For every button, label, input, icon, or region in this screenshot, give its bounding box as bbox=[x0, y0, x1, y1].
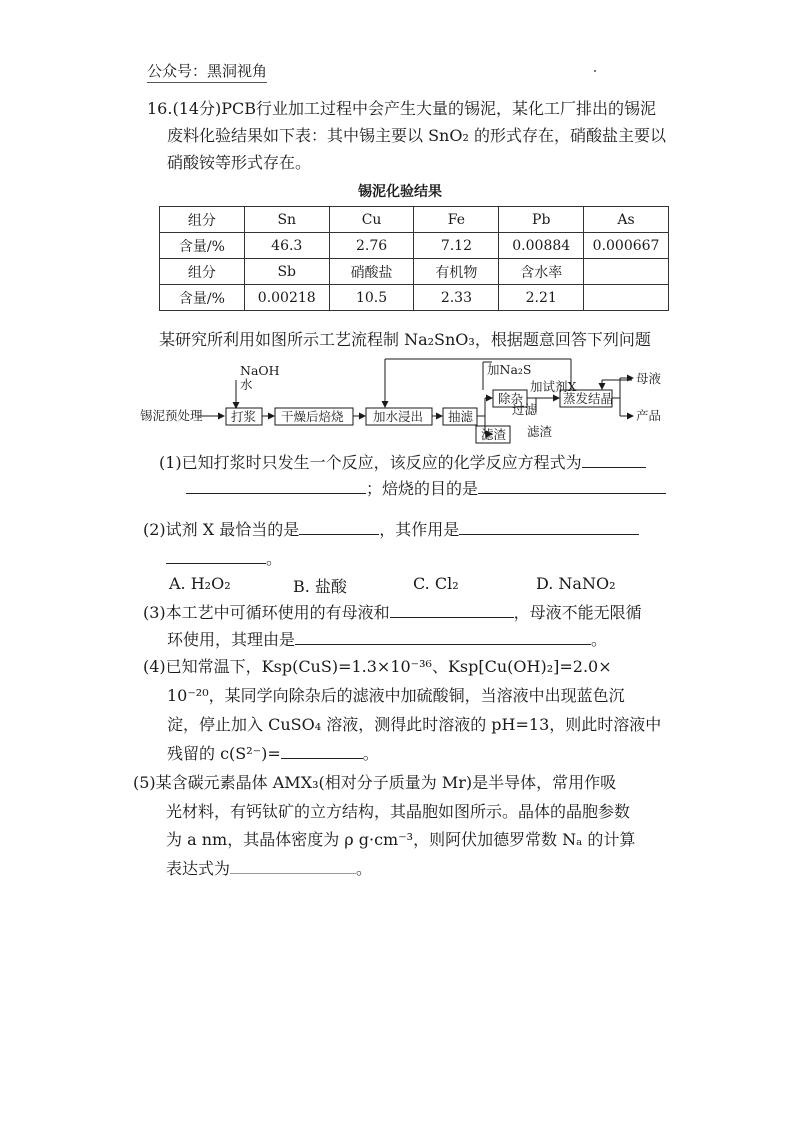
flow-step1-label: 打浆 bbox=[231, 409, 257, 424]
q4-end-text: 。 bbox=[362, 744, 379, 763]
flow-mother-label: 母液 bbox=[636, 371, 662, 386]
table-cell: 组分 bbox=[160, 259, 245, 285]
process-flow-diagram bbox=[140, 356, 680, 446]
table-cell: 0.00884 bbox=[499, 233, 584, 259]
flow-residue1-label: 滤渣 bbox=[481, 427, 507, 442]
flow-start-label: 锡泥预处理 bbox=[140, 408, 203, 423]
table-cell: As bbox=[584, 207, 669, 233]
flow-add-x-label: 加试剂X bbox=[530, 379, 577, 394]
q1-roast-text: ；焙烧的目的是 bbox=[366, 479, 479, 498]
q5-end-text: 。 bbox=[356, 859, 373, 878]
table-cell: Fe bbox=[414, 207, 499, 233]
table-cell: Cu bbox=[329, 207, 414, 233]
flow-step5-label: 除杂 bbox=[498, 391, 524, 406]
table-cell: 组分 bbox=[160, 207, 245, 233]
flow-step2-label: 干燥后焙烧 bbox=[281, 409, 344, 424]
table-cell: 0.000667 bbox=[584, 233, 669, 259]
q16-intro-line1: 16.(14分)PCB行业加工过程中会产生大量的锡泥，某化工厂排出的锡泥 bbox=[147, 99, 657, 118]
table-row bbox=[160, 259, 669, 285]
q5-line4 bbox=[166, 859, 372, 879]
flow-step4-label: 抽滤 bbox=[448, 409, 474, 424]
q5-line3: 为 a nm，其晶体密度为 ρ g·cm⁻³，则阿伏加德罗常数 Nₐ 的计算 bbox=[166, 830, 636, 849]
flow-na2s-label: 加Na₂S bbox=[487, 362, 532, 377]
q3-text-c: 环使用，其理由是 bbox=[167, 630, 296, 649]
q1-line1 bbox=[159, 453, 646, 473]
q2-blank-function-a[interactable] bbox=[459, 520, 639, 535]
q4-blank-concentration[interactable] bbox=[281, 744, 363, 759]
table-cell: 0.00218 bbox=[244, 285, 329, 311]
q1-text: (1)已知打浆时只发生一个反应，该反应的化学反应方程式为 bbox=[159, 453, 582, 472]
flow-step6-label: 蒸发结晶 bbox=[563, 391, 614, 406]
q4-line1: (4)已知常温下，Ksp(CuS)=1.3×10⁻³⁶、Ksp[Cu(OH)₂]=2.0× bbox=[143, 657, 612, 676]
table-row bbox=[160, 233, 669, 259]
table-cell: 10.5 bbox=[329, 285, 414, 311]
q2-option-a[interactable]: A. H₂O₂ bbox=[169, 574, 231, 593]
table-caption: 锡泥化验结果 bbox=[358, 184, 442, 200]
flow-naoh-label: NaOH bbox=[240, 363, 280, 378]
table-cell: 含水率 bbox=[499, 259, 584, 285]
flow-filter-label: 过滤 bbox=[512, 402, 538, 417]
q4-line2: 10⁻²⁰，某同学向除杂后的滤液中加硫酸铜，当溶液中出现蓝色沉 bbox=[167, 686, 625, 705]
scan-speck bbox=[594, 70, 596, 72]
table-cell bbox=[584, 259, 669, 285]
q2-end-text: 。 bbox=[266, 549, 283, 568]
q3-text-b: ，母液不能无限循 bbox=[513, 603, 642, 622]
q2-blank-function-b[interactable] bbox=[166, 549, 266, 564]
table-cell: 有机物 bbox=[414, 259, 499, 285]
table-cell: 2.33 bbox=[414, 285, 499, 311]
table-cell: 7.12 bbox=[414, 233, 499, 259]
q4-text: 残留的 c(S²⁻)= bbox=[167, 744, 281, 763]
q2-option-b[interactable]: B. 盐酸 bbox=[293, 577, 347, 596]
q2-line2 bbox=[166, 549, 282, 569]
q2-blank-reagent[interactable] bbox=[299, 520, 379, 535]
table-row bbox=[160, 285, 669, 311]
q2-function-text: ，其作用是 bbox=[379, 520, 460, 539]
q16-intro-line3: 硝酸铵等形式存在。 bbox=[167, 153, 312, 172]
q1-blank-equation-b[interactable] bbox=[186, 479, 366, 494]
table-cell: 硝酸盐 bbox=[329, 259, 414, 285]
table-cell: Pb bbox=[499, 207, 584, 233]
q16-intro-line2: 废料化验结果如下表：其中锡主要以 SnO₂ 的形式存在，硝酸盐主要以 bbox=[167, 126, 666, 145]
table-cell bbox=[584, 285, 669, 311]
table-cell: 2.76 bbox=[329, 233, 414, 259]
q3-blank-reason[interactable] bbox=[295, 630, 591, 645]
q5-line1: (5)某含碳元素晶体 AMX₃(相对分子质量为 Mr)是半导体，常用作吸 bbox=[133, 773, 617, 792]
q3-end-text: 。 bbox=[591, 630, 608, 649]
q1-blank-equation-a[interactable] bbox=[582, 453, 646, 468]
table-cell: 46.3 bbox=[244, 233, 329, 259]
table-cell: 2.21 bbox=[499, 285, 584, 311]
q2-line1 bbox=[143, 520, 639, 540]
results-table bbox=[159, 206, 669, 311]
watermark: 公众号：黑洞视角 bbox=[147, 60, 267, 83]
q4-line3: 淀，停止加入 CuSO₄ 溶液，测得此时溶液的 pH=13，则此时溶液中 bbox=[167, 715, 662, 734]
q2-option-c[interactable]: C. Cl₂ bbox=[413, 574, 459, 593]
flow-residue2-label: 滤渣 bbox=[527, 424, 553, 439]
table-cell: 含量/% bbox=[160, 285, 245, 311]
q1-blank-roast-purpose[interactable] bbox=[478, 479, 666, 494]
flow-water-label: 水 bbox=[240, 377, 253, 392]
q3-line2 bbox=[167, 630, 607, 650]
flow-lead-in: 某研究所利用如图所示工艺流程制 Na₂SnO₃，根据题意回答下列问题 bbox=[159, 330, 651, 349]
q5-blank-expression[interactable] bbox=[230, 859, 356, 874]
q1-line2 bbox=[186, 479, 666, 499]
q3-blank-recycle[interactable] bbox=[390, 603, 514, 618]
table-cell: Sb bbox=[244, 259, 329, 285]
q5-text: 表达式为 bbox=[166, 859, 231, 878]
q3-text-a: (3)本工艺中可循环使用的有母液和 bbox=[143, 603, 390, 622]
q2-text: (2)试剂 X 最恰当的是 bbox=[143, 520, 300, 539]
q4-line4 bbox=[167, 744, 379, 764]
flow-product-label: 产品 bbox=[636, 408, 662, 423]
table-cell: 含量/% bbox=[160, 233, 245, 259]
q2-option-d[interactable]: D. NaNO₂ bbox=[536, 574, 616, 593]
q3-line1 bbox=[143, 603, 642, 623]
q5-line2: 光材料，有钙钛矿的立方结构，其晶胞如图所示。晶体的晶胞参数 bbox=[166, 802, 631, 821]
table-row bbox=[160, 207, 669, 233]
table-cell: Sn bbox=[244, 207, 329, 233]
flow-step3-label: 加水浸出 bbox=[373, 409, 424, 424]
